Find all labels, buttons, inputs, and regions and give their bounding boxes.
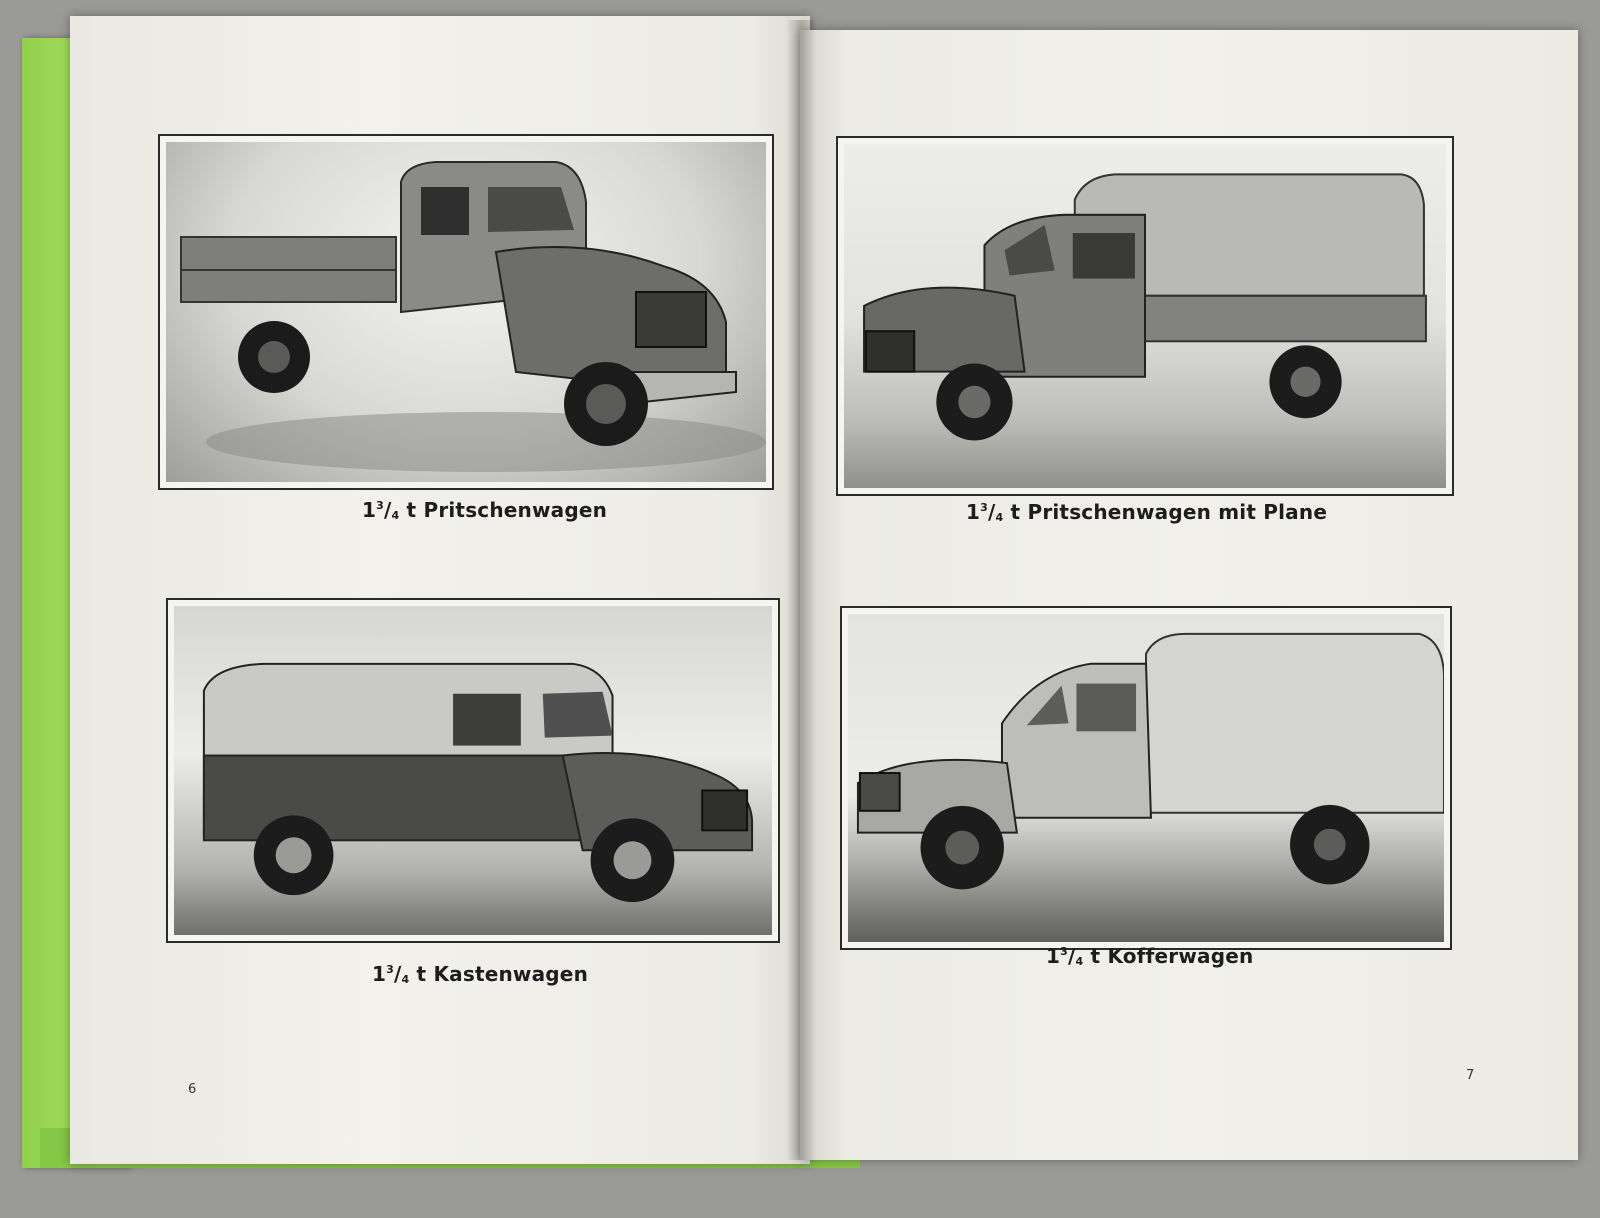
caption-denominator: 4 [995,511,1004,524]
caption-denominator: 4 [1075,955,1084,968]
caption-numerator: 3 [1060,945,1068,958]
photo-pritschenwagen [158,134,774,490]
caption-text: t Kastenwagen [416,962,589,986]
box-truck-illustration [848,614,1444,942]
caption-numerator: 3 [386,963,394,976]
caption-text: t Pritschenwagen [406,498,608,522]
caption-whole: 1 [966,500,981,524]
caption-text: t Pritschenwagen mit Plane [1010,500,1328,524]
truck-tarp-image [844,144,1446,488]
photo-kofferwagen [840,606,1452,950]
truck-image [166,142,766,482]
caption-kofferwagen: $1^3/_4$ t Kofferwagen [1046,944,1254,968]
truck-illustration [166,142,766,482]
photo-pritschenwagen-plane [836,136,1454,496]
truck-tarp-illustration [844,144,1446,488]
right-page [800,30,1578,1160]
book-gutter [786,20,816,1160]
caption-kastenwagen: $1^3/_4$ t Kastenwagen [372,962,589,986]
left-page [70,16,810,1164]
caption-pritschenwagen: $1^3/_4$ t Pritschenwagen [362,498,608,522]
caption-text: t Kofferwagen [1090,944,1254,968]
caption-numerator: 3 [980,501,988,514]
van-illustration [174,606,772,935]
caption-numerator: 3 [376,499,384,512]
box-truck-image [848,614,1444,942]
page-number-right: 7 [1466,1068,1475,1083]
caption-whole: 1 [362,498,377,522]
caption-whole: 1 [1046,944,1061,968]
caption-whole: 1 [372,962,387,986]
caption-denominator: 4 [391,509,400,522]
caption-denominator: 4 [401,973,410,986]
van-image [174,606,772,935]
page-number-left: 6 [188,1082,197,1097]
caption-pritschenwagen-plane: $1^3/_4$ t Pritschenwagen mit Plane [966,500,1328,524]
photo-kastenwagen [166,598,780,943]
